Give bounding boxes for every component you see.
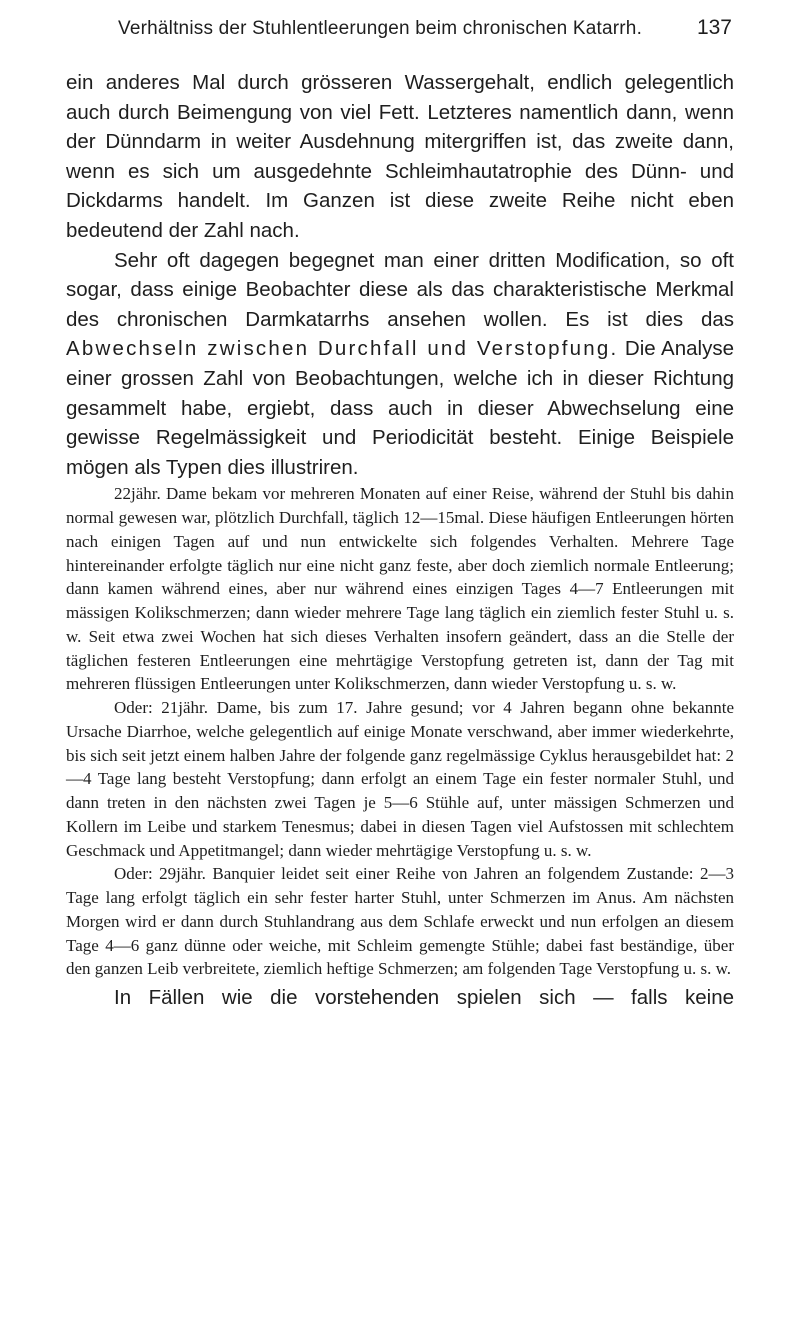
paragraph-text-part: Sehr oft dagegen begegnet man einer dritten Modification, so oft sogar, dass einige Beobachter diese als das charakteristische Merkmal des chronischen Darmkatarrhs ansehen wollen. Es ist dies das [66, 248, 734, 331]
paragraph-continuation: ein anderes Mal durch grösseren Wassergehalt, endlich gelegentlich auch durch Beimengung von viel Fett. Letzteres namentlich dann, wenn der Dünndarm in weiter Ausdehnung mitergriffen ist, das zweite dann, wenn es sich um ausgedehnte Schleimhautatrophie des Dünn- und Dickdarms handelt. Im Ganzen ist diese zweite Reihe nicht eben bedeutend der Zahl nach. [66, 71, 734, 242]
running-head [66, 14, 734, 52]
emphasized-phrase: Abwechseln zwischen Durchfall und Verstopfung. [66, 337, 619, 361]
case-report-3: Oder: 29jähr. Banquier leidet seit einer Reihe von Jahren an folgendem Zustande: 2—3 Tage lang erfolgt täglich ein sehr fester harter Stuhl, unter Schmerzen im Anus. Am nächsten Morgen wird er dann durch Stuhlandrang aus dem Schlafe erweckt und nun erfolgen an diesem Tage 4—6 ganz dünne oder weiche, mit Schleim gemengte Stühle; dabei fast beständige, über den ganzen Leib verbreitete, ziemlich heftige Schmerzen; am folgenden Tage Verstopfung u. s. w. [66, 864, 734, 979]
paragraph-final-line: In Fällen wie die vorstehenden spielen sich — falls keine [114, 986, 734, 1010]
running-title: Verhältniss der Stuhlentleerungen beim chronischen Katarrh. [118, 18, 643, 39]
case-report-2: Oder: 21jähr. Dame, bis zum 17. Jahre gesund; vor 4 Jahren begann ohne bekannte Ursache Diarrhoe, welche gelegentlich auf einige Monate verschwand, aber immer wiederkehrte, bis sich seit jetzt einem halben Jahre der folgende ganz regelmässige Cyklus herausgebildet hat: 2—4 Tage lang besteht Verstopfung; dann erfolgt an einem Tage ein fester normaler Stuhl, und dann treten in den nächsten zwei Tagen je 5—6 Stühle auf, unter mässigen Schmerzen und Kollern im Leibe und starkem Tenesmus; dabei in diesen Tagen viel Aufstossen mit schlechtem Geschmack und Appetitmangel; dann wieder mehrtägige Verstopfung u. s. w. [66, 698, 734, 860]
paragraph-text-part: Die Analyse einer grossen Zahl von Beobachtungen, welche ich in dieser Richtung gesammelt habe, ergiebt, dass auch in dieser Abwechselung eine gewisse Regelmässigkeit und Periodicität besteht. Einige Beispiele mögen als Typen dies illustriren. [66, 337, 734, 479]
book-page [66, 14, 734, 1013]
page-number: 137 [696, 16, 732, 39]
case-report-1: 22jähr. Dame bekam vor mehreren Monaten auf einer Reise, während der Stuhl bis dahin normal gewesen war, plötzlich Durchfall, täglich 12—15mal. Diese häufigen Entleerungen hörten nach einigen Tagen auf und nun entwickelte sich folgendes Verhalten. Mehrere Tage hintereinander erfolgte täglich nur eine nicht ganz feste, aber doch ziemlich normale Entleerung; dann kamen während eines, aber nur während eines einzigen Tages 4—7 Entleerungen mit mässigen Kolikschmerzen; dann wieder mehrere Tage lang täglich ein ziemlich fester Stuhl u. s. w. Seit etwa zwei Wochen hat sich dieses Verhalten insofern geändert, dass an die Stelle der täglichen festeren Entleerungen eine mehrtägige Verstopfung getreten ist, dann der Tag mit mehreren flüssigen Entleerungen unter Kolikschmerzen, dann wieder Verstopfung u. s. w. [66, 484, 734, 694]
paragraph-third-modification [66, 246, 734, 483]
